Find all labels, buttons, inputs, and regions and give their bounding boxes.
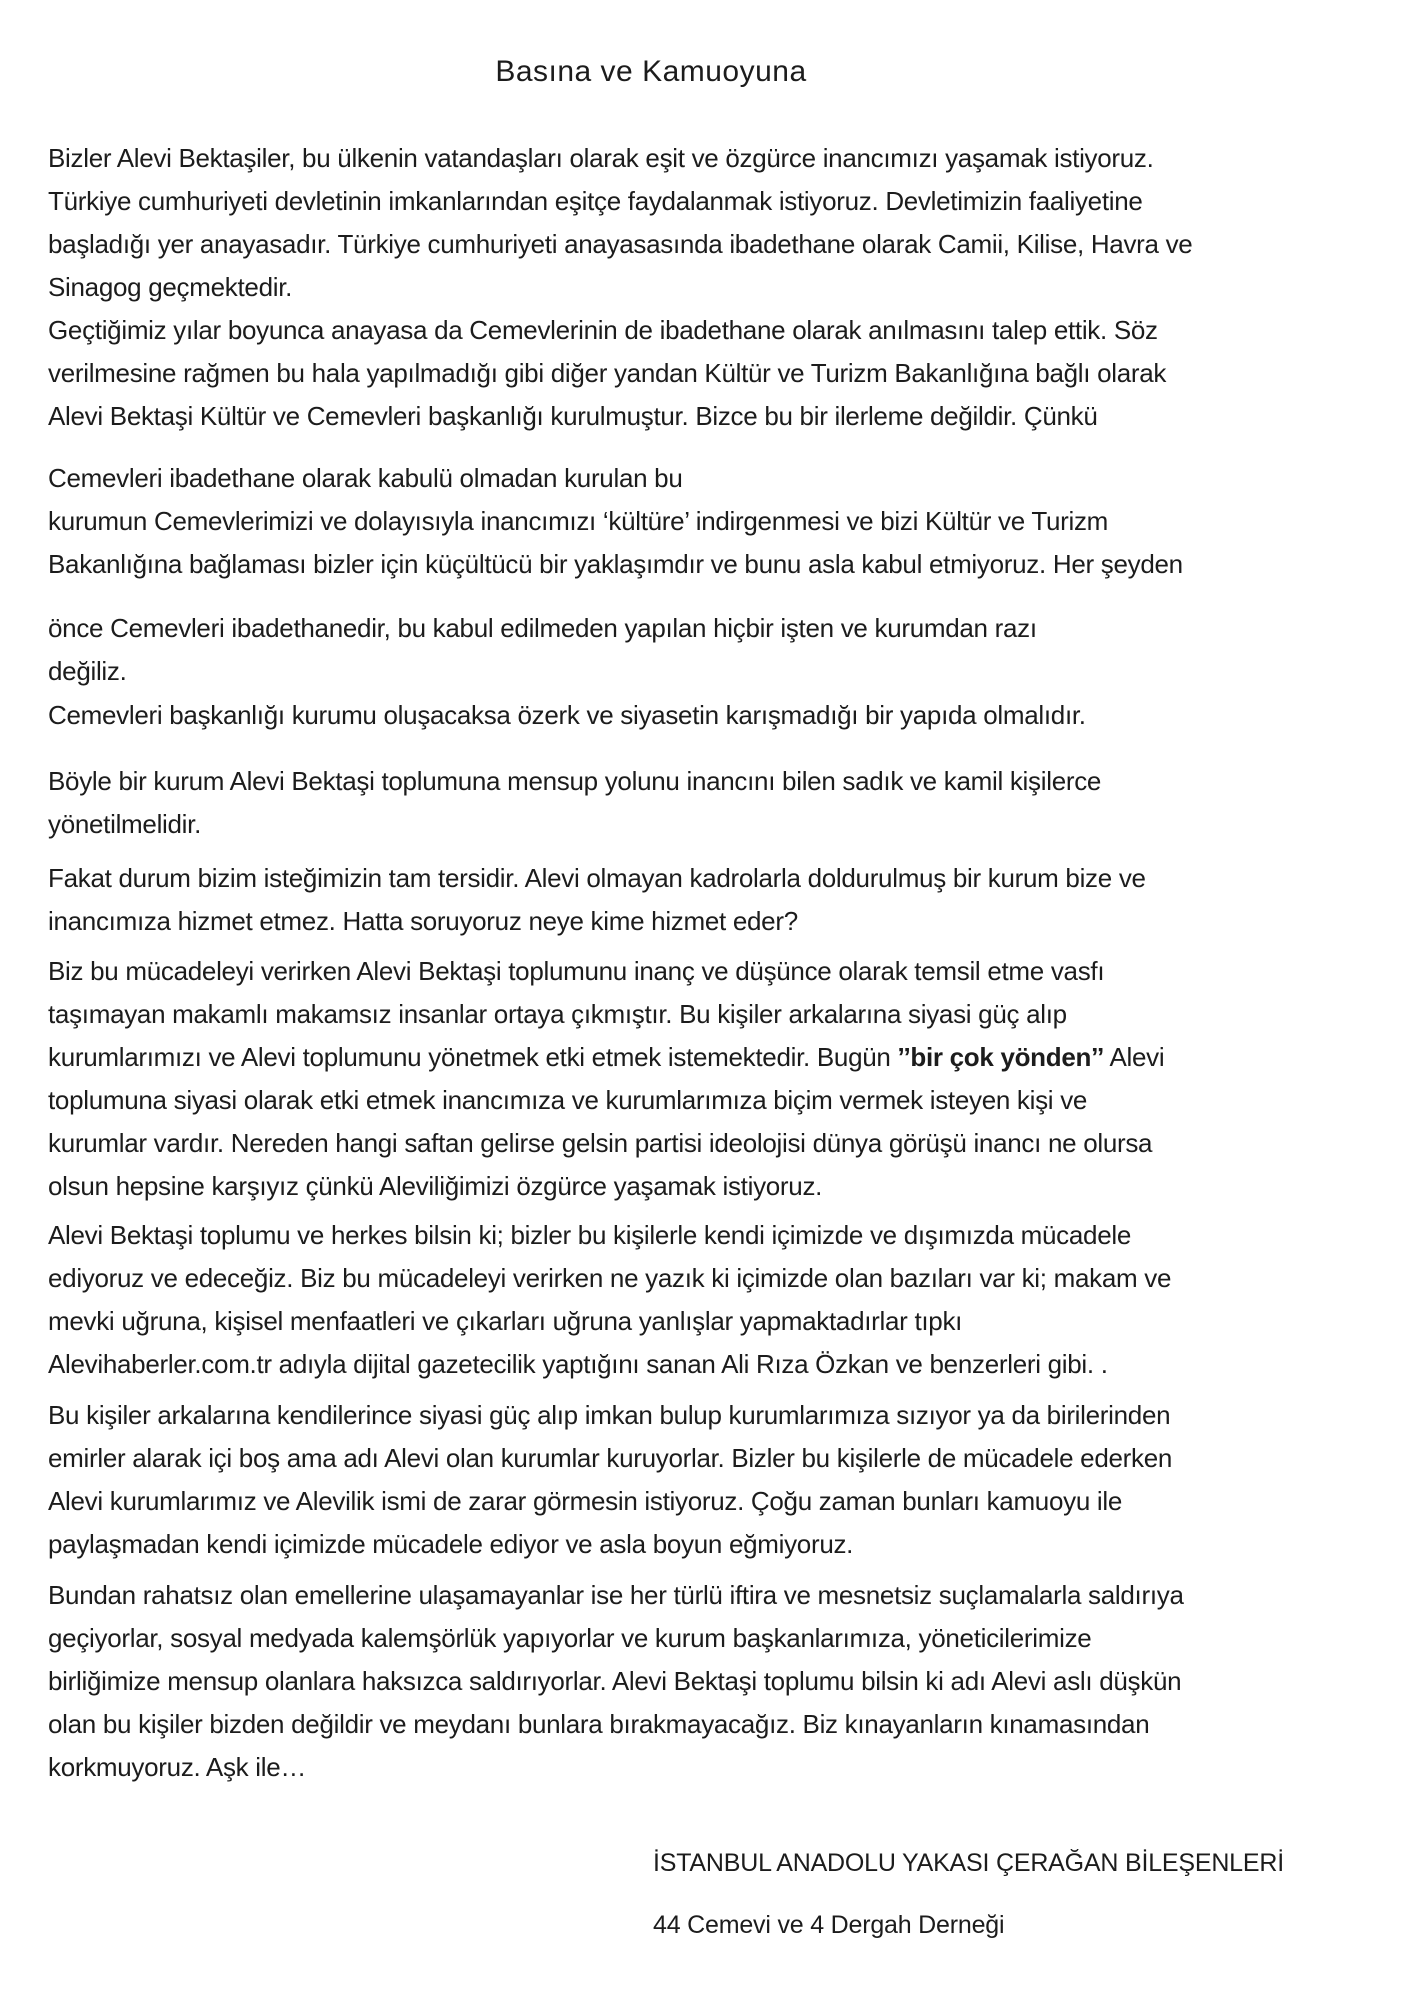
text-line: Alevihaberler.com.tr adıyla dijital gazetecilik yaptığını sanan Ali Rıza Özkan ve benzerleri gibi. . (48, 1349, 1108, 1379)
paragraph-2 (48, 309, 1374, 438)
text-line: geçiyorlar, sosyal medyada kalemşörlük yapıyorlar ve kurum başkanlarımıza, yöneticilerimize (48, 1623, 1092, 1653)
text-line: Bu kişiler arkalarına kendilerince siyasi güç alıp imkan bulup kurumlarımıza sızıyor ya da birilerinden (48, 1400, 1171, 1430)
paragraph-1 (48, 137, 1374, 309)
text-line: Cemevleri ibadethane olarak kabulü olmadan kurulan bu (48, 463, 683, 493)
text-line: taşımayan makamlı makamsız insanlar ortaya çıkmıştır. Bu kişiler arkalarına siyasi güç alıp (48, 999, 1067, 1029)
text-line: paylaşmadan kendi içimizde mücadele ediyor ve asla boyun eğmiyoruz. (48, 1529, 854, 1559)
paragraph-6 (48, 760, 1374, 846)
text-line: Bizler Alevi Bektaşiler, bu ülkenin vatandaşları olarak eşit ve özgürce inancımızı yaşamak istiyoruz. (48, 143, 1154, 173)
paragraph-5 (48, 694, 1374, 737)
text-line: Alevi kurumlarımız ve Alevilik ismi de zarar görmesin istiyoruz. Çoğu zaman bunları kamuoyu ile (48, 1486, 1123, 1516)
paragraph-4 (48, 607, 1374, 693)
text-line-with-bold (48, 1036, 1374, 1079)
text-line: Türkiye cumhuriyeti devletinin imkanlarından eşitçe faydalanmak istiyoruz. Devletimizin faaliyetine (48, 186, 1143, 216)
text-line: korkmuyoruz. Aşk ile… (48, 1752, 307, 1782)
text-line: ediyoruz ve edeceğiz. Biz bu mücadeleyi verirken ne yazık ki içimizde olan bazıları var ki; makam ve (48, 1263, 1172, 1293)
text-segment: kurumlarımızı ve Alevi toplumunu yönetmek etki etmek istemektedir. Bugün (48, 1042, 898, 1072)
text-line: olsun hepsine karşıyız çünkü Aleviliğimizi özgürce yaşamak istiyoruz. (48, 1171, 823, 1201)
text-line: kurumun Cemevlerimizi ve dolayısıyla inancımızı ‘kültüre’ indirgenmesi ve bizi Kültür ve Turizm (48, 506, 1109, 536)
text-segment: Alevi (1103, 1042, 1165, 1072)
text-line: Sinagog geçmektedir. (48, 272, 293, 302)
text-line: Alevi Bektaşi Kültür ve Cemevleri başkanlığı kurulmuştur. Bizce bu bir ilerleme değildir. Çünkü (48, 401, 1098, 431)
paragraph-8 (48, 950, 1374, 1208)
text-line: birliğimize mensup olanlara haksızca saldırıyorlar. Alevi Bektaşi toplumu bilsin ki adı Alevi aslı düşkün (48, 1666, 1182, 1696)
text-line: Fakat durum bizim isteğimizin tam tersidir. Alevi olmayan kadrolarla doldurulmuş bir kurum bize ve (48, 863, 1146, 893)
text-line: kurumlar vardır. Nereden hangi saftan gelirse gelsin partisi ideolojisi dünya görüşü inancı ne olursa (48, 1128, 1153, 1158)
page-title: Basına ve Kamuoyuna (495, 55, 807, 88)
text-line: yönetilmelidir. (48, 809, 202, 839)
text-line: emirler alarak içi boş ama adı Alevi olan kurumlar kuruyorlar. Bizler bu kişilerle de mücadele ederken (48, 1443, 1173, 1473)
text-line: mevki uğruna, kişisel menfaatleri ve çıkarları uğruna yanlışlar yapmaktadırlar tıpkı (48, 1306, 963, 1336)
text-line: toplumuna siyasi olarak etki etmek inancımıza ve kurumlarımıza biçim vermek isteyen kişi ve (48, 1085, 1088, 1115)
paragraph-3 (48, 457, 1374, 586)
text-line: Alevi Bektaşi toplumu ve herkes bilsin ki; bizler bu kişilerle kendi içimizde ve dışımızda mücadele (48, 1220, 1131, 1250)
text-line: önce Cemevleri ibadethanedir, bu kabul edilmeden yapılan hiçbir işten ve kurumdan razı (48, 613, 1037, 643)
text-line: başladığı yer anayasadır. Türkiye cumhuriyeti anayasasında ibadethane olarak Camii, Kilise, Havra ve (48, 229, 1193, 259)
text-line: inancımıza hizmet etmez. Hatta soruyoruz neye kime hizmet eder? (48, 906, 798, 936)
paragraph-11 (48, 1574, 1374, 1789)
signature-block (48, 1842, 1374, 1947)
text-line: Böyle bir kurum Alevi Bektaşi toplumuna mensup yolunu inancını bilen sadık ve kamil kişilerce (48, 766, 1102, 796)
text-line: Cemevleri başkanlığı kurumu oluşacaksa özerk ve siyasetin karışmadığı bir yapıda olmalıdır. (48, 700, 1086, 730)
text-line: olan bu kişiler bizden değildir ve meydanı bunlara bırakmayacağız. Biz kınayanların kınamasından (48, 1709, 1150, 1739)
text-line: Bakanlığına bağlaması bizler için küçültücü bir yaklaşımdır ve bunu asla kabul etmiyoruz. Her şeyden (48, 549, 1183, 579)
paragraph-7 (48, 857, 1374, 943)
signature-organization: İSTANBUL ANADOLU YAKASI ÇERAĞAN BİLEŞENLERİ (653, 1849, 1284, 1877)
text-line: Biz bu mücadeleyi verirken Alevi Bektaşi toplumunu inanç ve düşünce olarak temsil etme vasfı (48, 956, 1105, 986)
signature-detail: 44 Cemevi ve 4 Dergah Derneği (653, 1911, 1005, 1939)
text-line: Bundan rahatsız olan emellerine ulaşamayanlar ise her türlü iftira ve mesnetsiz suçlamalarla saldırıya (48, 1580, 1184, 1610)
text-line: değiliz. (48, 656, 127, 686)
bold-text-segment: ’’bir çok yönden’’ (897, 1042, 1104, 1072)
text-line: verilmesine rağmen bu hala yapılmadığı gibi diğer yandan Kültür ve Turizm Bakanlığına bağlı olarak (48, 358, 1167, 388)
paragraph-9 (48, 1214, 1374, 1386)
text-line: Geçtiğimiz yılar boyunca anayasa da Cemevlerinin de ibadethane olarak anılmasını talep ettik. Söz (48, 315, 1158, 345)
paragraph-10 (48, 1394, 1374, 1566)
